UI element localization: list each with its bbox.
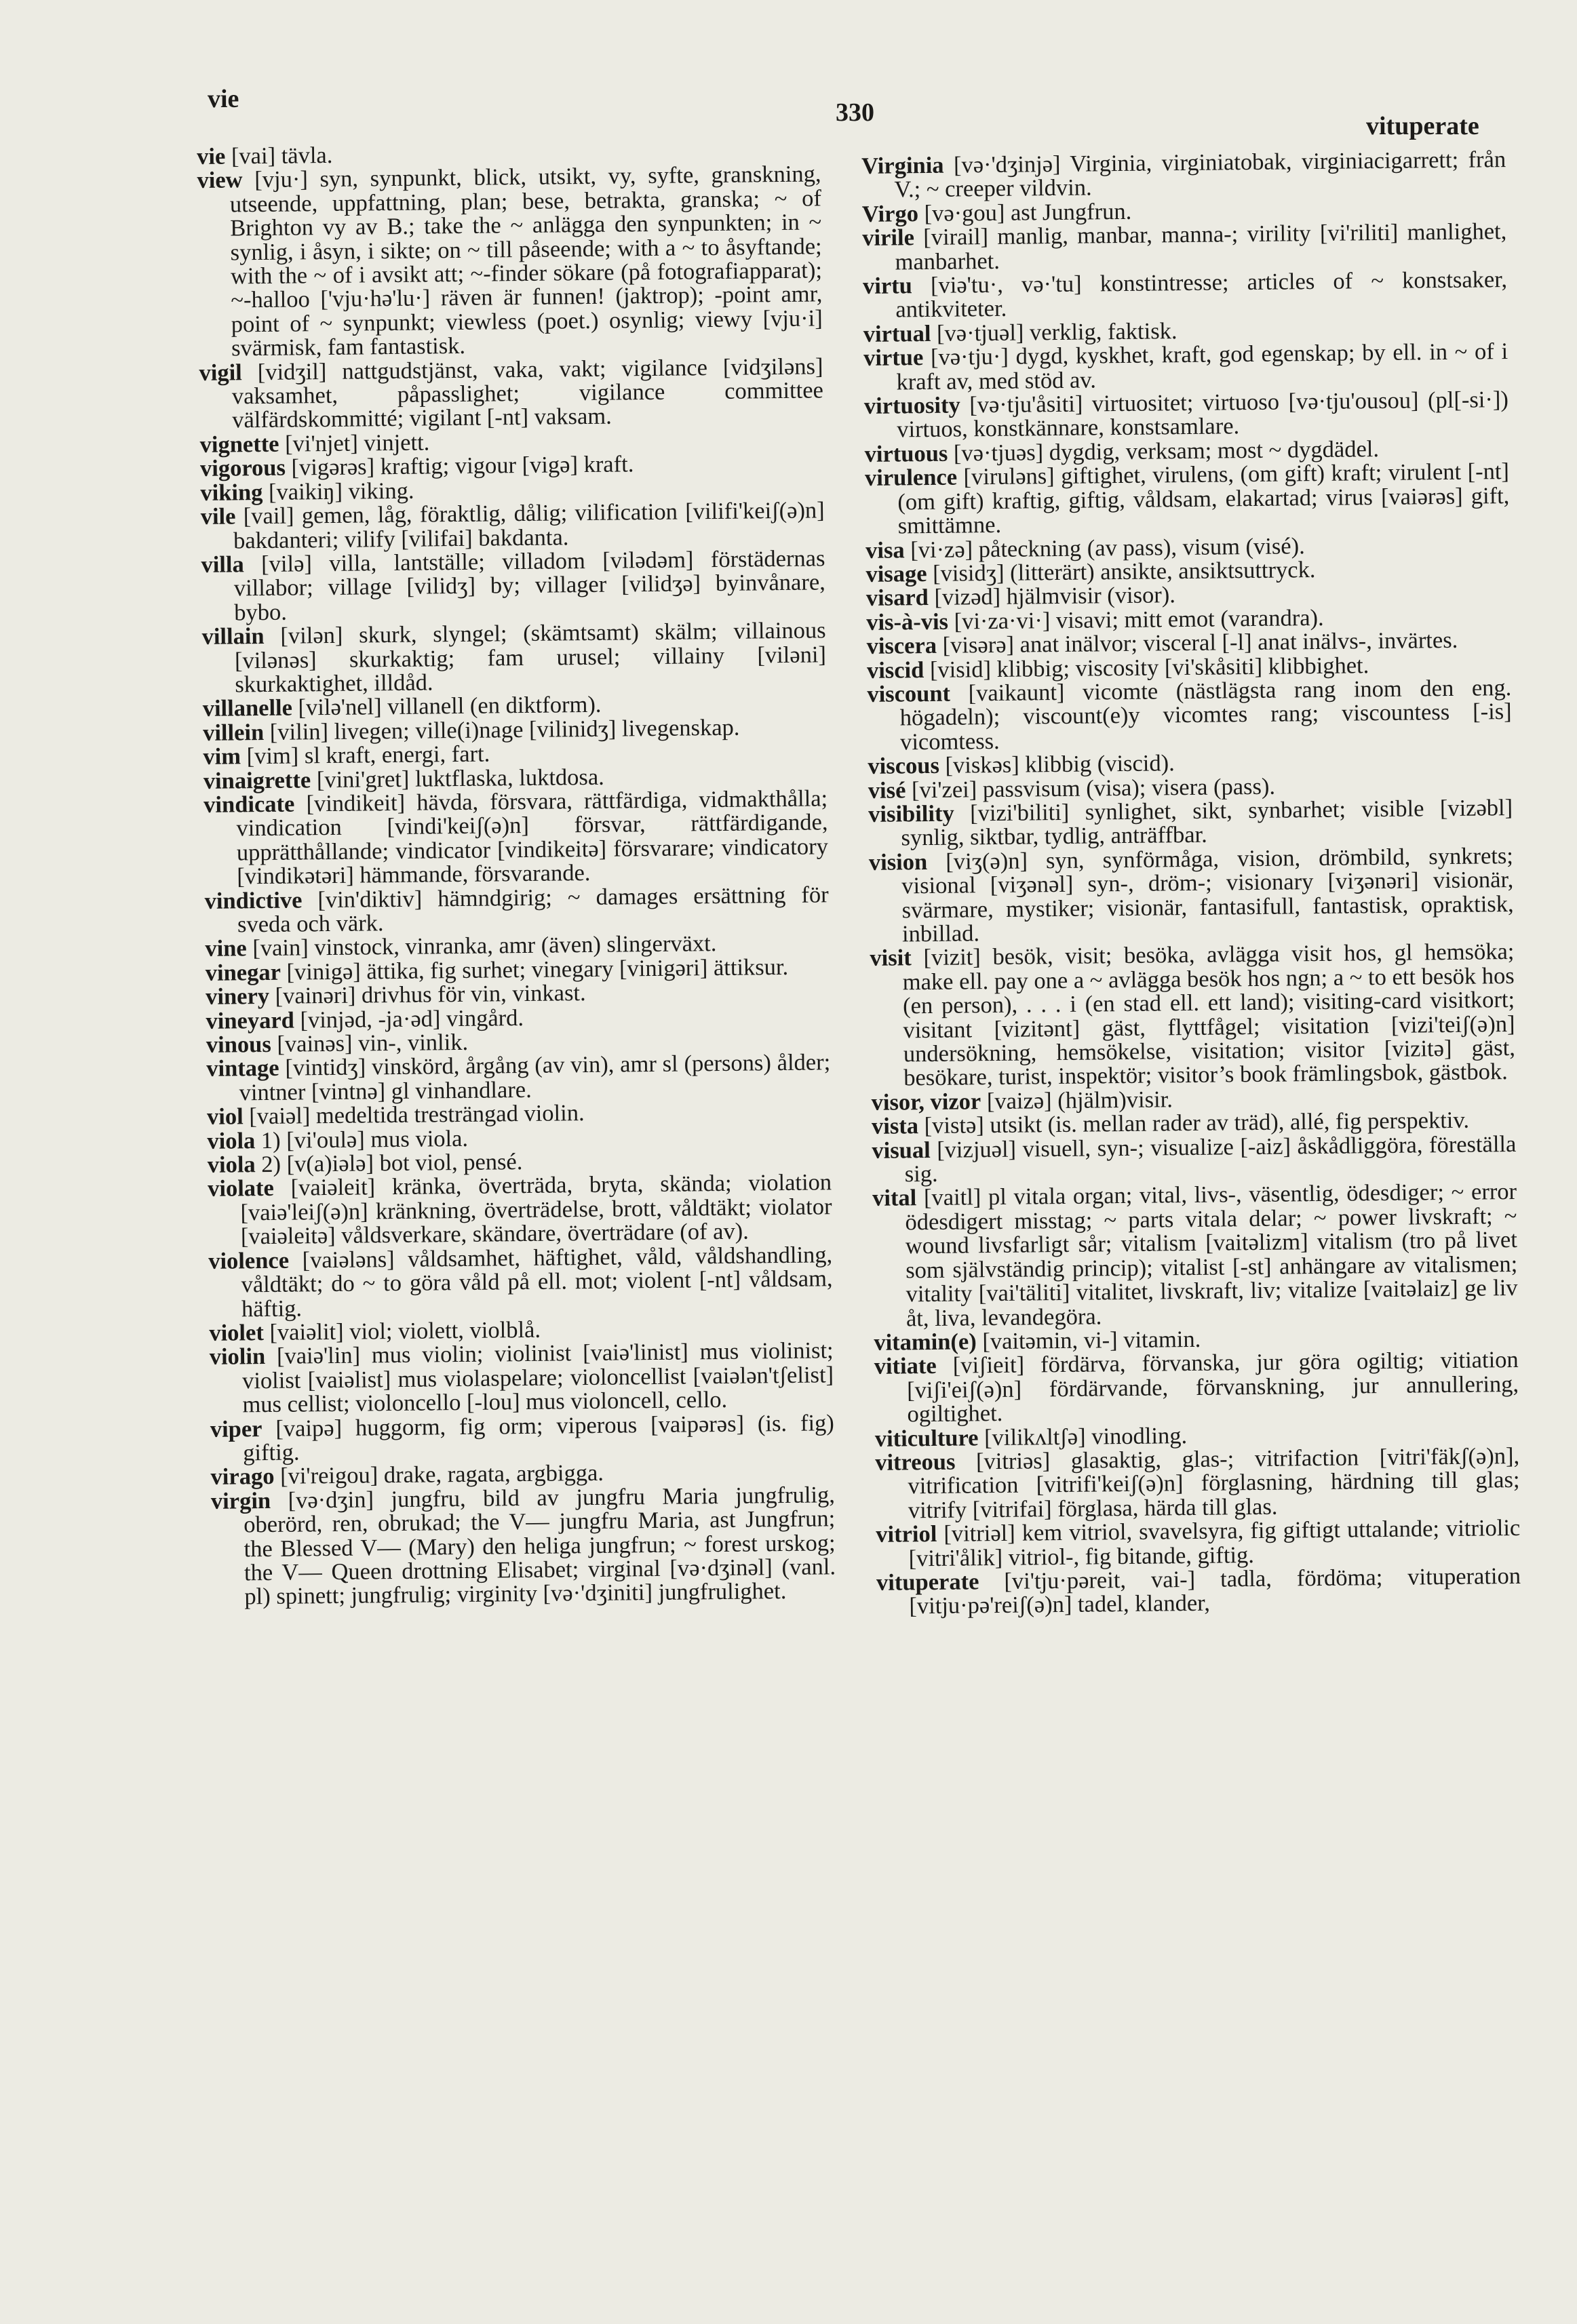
dictionary-entry [204,883,829,937]
headword: virtue [863,344,924,372]
headword: visage [865,560,927,587]
definition: [vi'njet] vinjett. [279,429,430,457]
dictionary-entry [863,340,1508,395]
definition: [viruləns] giftighet, virulens, (om gift) kraft; virulent [-nt] (om gift) kraftig, giftig, våldsam, elakartad; virus [vaiərəs] gift, smittämne. [897,458,1510,539]
headword: vitiate [874,1353,937,1380]
guide-word-right: vituperate [1366,112,1479,140]
definition: [vintidʒ] vinskörd, årgång (av vin), amr sl (persons) ålder; vintner [vintnə] gl vinhandlare. [239,1049,831,1106]
dictionary-entry [876,1516,1521,1571]
definition: [vaikaunt] vicomte (nästlägsta rang inom den eng. högadeln); viscount(e)y vicomtes rang; viscountess [-is] vicomtess. [899,674,1512,755]
headword: viscid [866,656,924,684]
dictionary-entry [865,460,1510,538]
headword: virulence [864,464,958,492]
definition: [vain] vinstock, vinranka, amr (även) slingerväxt. [246,930,717,962]
definition: [vaiəlit] viol; violett, violblå. [263,1316,541,1345]
definition: [vilikʌltʃə] vinodling. [978,1422,1188,1451]
dictionary-entry [203,787,828,889]
definition: [vindikeit] hävda, försvara, rättfärdiga, vidmakthålla; vindication [vindi'keiʃ(ə)n] försvar, rättfärdigande, upprätthållande; vindicator [vindikeitə] försvarare; vindicatory [vindikətəri] hämmande, försvarande. [236,785,829,890]
headword: visit [870,945,912,972]
definition: [vaipə] huggorm, fig orm; viperous [vaipərəs] (is. fig) giftig. [242,1409,834,1466]
definition: [viə'tu·, və·'tu] konstintresse; articles of ~ konstsaker, antikviteter. [895,267,1508,323]
headword: vinaigrette [203,766,311,794]
headword: vigorous [199,454,286,482]
headword: villanelle [202,694,293,722]
headword: vital [872,1185,917,1212]
headword: visibility [868,800,954,827]
headword: villain [201,623,265,650]
definition: [vaiəl] medeltida tresträngad violin. [243,1100,585,1130]
right-column [861,148,1521,1619]
headword: viscount [867,680,951,707]
definition: [və·dʒin] jungfru, bild av jungfru Maria jungfrulig, oberörd, ren, obrukad; the V— jungfru Maria, ast Jungfrun; the Blessed V— (Mary) den heliga jungfrun; ~ forest urskog; the V— Queen drottning Elisabet; virginal [və·dʒinəl] (vanl. pl) spinett; jungfrulig; virginity [və·'dʒiniti] jungfrulighet. [244,1482,836,1610]
headword: viticulture [874,1424,979,1452]
definition: [vilə] villa, lantställe; villadom [vilədəm] förstädernas villabor; village [vilidʒ] by; villager [vilidʒə] byinvånare, bybo. [233,545,826,626]
headword: viking [200,479,263,506]
headword: Virgo [861,200,919,227]
definition: [vi·za·vi·] visavi; mitt emot (varandra). [948,604,1324,635]
definition: [viʃieit] fördärva, förvanska, jur göra ogiltig; vitiation [viʃi'eiʃ(ə)n] fördärvande, förvanskning, jur annullering, ogiltighet. [906,1347,1519,1427]
definition: [vizi'biliti] synlighet, sikt, synbarhet; visible [vizəbl] synlig, siktbar, tydlig, anträffbar. [901,794,1513,851]
definition: [vaikiŋ] viking. [262,477,414,505]
headword: violate [207,1175,275,1202]
definition: [vilin] livegen; ville(i)nage [vilinidʒ] livegenskap. [263,714,740,745]
definition: [və·'dʒinjə] Virginia, virginiatobak, virginiacigarrett; från V.; ~ creeper vildvin. [894,146,1506,203]
headword: vignette [199,431,279,458]
headword: virtu [862,273,913,300]
headword: virtual [863,320,931,347]
definition: [vaiələns] våldsamhet, häftighet, våld, våldshandling, våldtäkt; do ~ to göra våld på ell. mot; violent [-nt] våldsam, häftig. [241,1241,833,1322]
dictionary-entry [872,1180,1518,1331]
definition: [vizit] besök, visit; besöka, avlägga visit hos, gl hemsöka; make ell. pay one a ~ avlägga besök hos ngn; a ~ to ett besök hos (en person), . . . i (en stad ell. ett land); visiting-card visitkort; visitant [vizitənt] gäst, flyttfågel; visitation [vizi'teiʃ(ə)n] undersökning, hemsökelse, visitation; visitor [vizitə] gäst, besökare, turist, inspektör; visitor’s book främlingsbok, gästbok. [902,939,1516,1091]
dictionary-entry [874,1348,1519,1427]
guide-word-left: vie [208,85,239,113]
dictionary-entry [199,355,823,433]
definition: 2) [v(a)iələ] bot viol, pensé. [255,1149,523,1178]
dictionary-entry [863,268,1508,323]
definition: [vilən] skurk, slyngel; (skämtsamt) skälm; villainous [vilənəs] skurkaktig; fam urusel; villainy [viləni] skurkaktighet, illdåd. [234,617,827,698]
headword: violin [209,1343,266,1371]
dictionary-entry [197,163,823,361]
definition: [vaiə'lin] mus violin; violinist [vaiə'linist] mus violinist; violist [vaiəlist] mus violaspelare; violoncellist [vaiələn'tʃelist] mus cellist; violoncello [-lou] mus violoncell, cello. [241,1337,834,1418]
headword: violet [209,1319,265,1346]
definition: [visidʒ] (litterärt) ansikte, ansiktsuttryck. [927,556,1316,587]
headword: visual [872,1137,931,1164]
headword: villein [202,719,265,746]
definition: [və·tju·] dygd, kyskhet, kraft, god egenskap; by ell. in ~ of i kraft av, med stöd av. [896,338,1508,395]
headword: viola [207,1127,256,1154]
definition: [və·tjuəl] verklig, faktisk. [931,317,1177,347]
definition: [vigərəs] kraftig; vigour [vigə] kraft. [285,451,634,481]
definition: [vail] gemen, låg, föraktlig, dålig; vilification [vilifi'keiʃ(ə)n] bakdanteri; vilify [vilifai] bakdanta. [233,497,825,553]
definition: [vaitəmin, vi-] vitamin. [976,1326,1201,1355]
dictionary-entry [864,388,1509,443]
definition: [vistə] utsikt (is. mellan rader av träd), allé, fig perspektiv. [918,1107,1470,1139]
definition: [vizəd] hjälmvisir (visor). [928,582,1176,611]
headword: virile [862,224,915,252]
headword: vitreous [875,1449,956,1476]
headword: vindicate [203,791,295,818]
definition: [vainəs] vin-, vinlik. [271,1029,469,1057]
dictionary-entry [210,1339,834,1418]
headword: vintage [206,1055,279,1082]
headword: villa [201,551,244,578]
dictionary-entry [208,1243,833,1322]
dictionary-entry [868,796,1513,851]
definition: [visid] klibbig; viscosity [vi'skåsiti] klibbighet. [924,652,1369,683]
definition: [və·gou] ast Jungfrun. [918,198,1132,227]
headword: virtuosity [863,392,960,420]
definition: [vi'tju·pəreit, vai-] tadla, fördöma; vituperation [vitju·pə'reiʃ(ə)n] tadel, klander, [909,1562,1521,1619]
definition: [viʒ(ə)n] syn, synförmåga, vision, drömbild, synkrets; visional [viʒənəl] syn-, dröm-; visionary [viʒənəri] visionär, svärmare, mystiker; visionär, fantasifull, fantastisk, opraktisk, inbillad. [901,842,1514,947]
definition: [vinigə] ättika, fig surhet; vinegary [vinigəri] ättiksur. [280,953,789,985]
headword: visa [865,536,905,564]
definition: [vai] tävla. [225,142,333,170]
headword: vision [868,848,928,875]
headword: vine [205,935,247,962]
dictionary-entry [870,940,1515,1090]
page-number: 330 [836,98,874,127]
headword: vitamin(e) [874,1328,977,1356]
dictionary-entry [211,1483,836,1610]
definition: [visərə] anat inälvor; visceral [-l] anat inälvs-, invärtes. [936,627,1458,659]
dictionary-entry [876,1564,1521,1619]
definition: [vaitl] pl vitala organ; vital, livs-, väsentlig, ödesdiger; ~ error ödesdigert misstag; ~ parts vitala delar; ~ power livskraft; ~ wound livsfarligt sår; vitalism [vaitəlizm] vitalism (tro på livet som självständig princip); vitalist [-st] anhängare av vitalismen; vitality [vai'täliti] vitalitet, livskraft, liv; vitalize [vaitəlaiz] ge liv åt, liva, levandegöra. [905,1179,1518,1331]
definition: [viskəs] klibbig (viscid). [939,750,1175,779]
headword: virtuous [864,440,948,467]
dictionary-entry [210,1411,835,1465]
headword: vim [203,743,241,770]
headword: vie [196,143,226,170]
headword: vituperate [876,1569,979,1596]
dictionary-entry [861,148,1506,203]
definition: [vi'zei] passvisum (visa); visera (pass). [906,773,1276,803]
definition: [və·tjuəs] dygdig, verksam; most ~ dygdädel. [948,435,1380,467]
dictionary-entry [201,618,826,697]
headword: vitriol [876,1521,937,1548]
headword: Virginia [861,152,944,179]
headword: visard [865,585,929,612]
definition: [vidʒil] nattgudstjänst, vaka, vakt; vigilance [vidʒiləns] vaksamhet, påpasslighet; vigilance committee välfärdskommitté; vigilant [-nt] vaksam. [231,353,824,433]
dictionary-entry [201,547,825,625]
dictionary-entry [201,498,825,553]
headword: vigil [199,359,242,386]
definition: [vainəri] drivhus för vin, vinkast. [269,980,586,1010]
headword: vista [871,1113,919,1140]
definition: [virail] manlig, manbar, manna-; virility [vi'riliti] manlighet, manbarhet. [895,218,1507,275]
dictionary-entry [875,1444,1520,1523]
definition: [vitriəs] glasaktig, glas-; vitrifaction [vitri'fäkʃ(ə)n], vitrification [vitrifi'keiʃ(ə)n] förglasning, härdning till glas; vitrify [vitrifai] förglasa, härda till glas. [908,1442,1520,1524]
definition: [vju·] syn, synpunkt, blick, utsikt, vy, syfte, granskning, utseende, uppfattning, plan; bese, betrakta, granska; ~ of Brighton vy av B.; take the ~ anlägga den synpunkten; in ~ synlig, i åsyn, i sikte; on ~ till påseende; with a ~ to åsyftande; with the ~ of i avsikt att; ~-finder sökare (på fotografiapparat); ~-halloo ['vju·hə'lu·] räven är funnen! (jaktrop); -point amr, point of ~ synpunkt; viewless (poet.) osynlig; viewy [vju·i] svärmisk, fam fantastisk. [229,161,823,361]
definition: [vaizə] (hjälm)visir. [981,1086,1173,1115]
dictionary-entry [206,1051,831,1105]
definition: [vi'reigou] drake, ragata, argbigga. [274,1460,604,1490]
definition: [vini'gret] luktflaska, luktdosa. [311,764,604,793]
headword: visé [868,776,906,804]
headword: visor, vizor [871,1088,981,1116]
headword: viola [207,1151,256,1178]
headword: vineyard [206,1007,295,1034]
headword: vindictive [204,887,303,914]
headword: vinery [205,983,270,1010]
definition: [vinjəd, -ja·əd] vingård. [294,1004,524,1033]
headword: viper [210,1415,262,1442]
headword: vinegar [205,959,281,986]
headword: view [197,167,243,194]
headword: vile [200,503,236,530]
headword: vinous [206,1031,271,1058]
definition: 1) [vi'oulə] mus viola. [255,1125,469,1154]
definition: [vin'diktiv] hämndgirig; ~ damages ersättning för sveda och värk. [237,881,829,938]
definition: [vilə'nel] villanell (en diktform). [292,692,602,721]
headword: virago [210,1463,275,1491]
left-column [197,138,836,1609]
dictionary-entry [872,1130,1517,1187]
dictionary-entry [869,844,1514,947]
headword: vis-à-vis [866,608,949,635]
definition: [vi·zə] påteckning (av pass), visum (visé). [904,532,1305,563]
definition: [vim] sl kraft, energi, fart. [240,741,490,770]
dictionary-entry [208,1171,832,1250]
definition: [vitriəl] kem vitriol, svavelsyra, fig giftigt uttalande; vitriolic [vitri'ålik] vitriol-, fig bitande, giftig. [908,1515,1521,1571]
headword: viscera [866,633,937,660]
definition: [və·tju'åsiti] virtuositet; virtuoso [və·tju'ousou] (pl[-si·]) virtuos, konstkännare, konstsamlare. [897,387,1509,443]
dictionary-entry [867,676,1512,755]
headword: viol [206,1103,244,1130]
headword: violence [208,1247,290,1274]
headword: viscous [868,753,940,780]
definition: [vizjuəl] visuell, syn-; visualize [-aiz] åskådliggöra, föreställa sig. [904,1130,1517,1187]
dictionary-entry [862,220,1507,275]
headword: virgin [210,1487,271,1514]
definition: [vaiəleit] kränka, överträda, bryta, skända; violation [vaiə'leiʃ(ə)n] kränkning, överträdelse, brott, våldtäkt; violator [vaiəleitə] våldsverkare, skändare, överträdare (of av). [240,1169,832,1250]
